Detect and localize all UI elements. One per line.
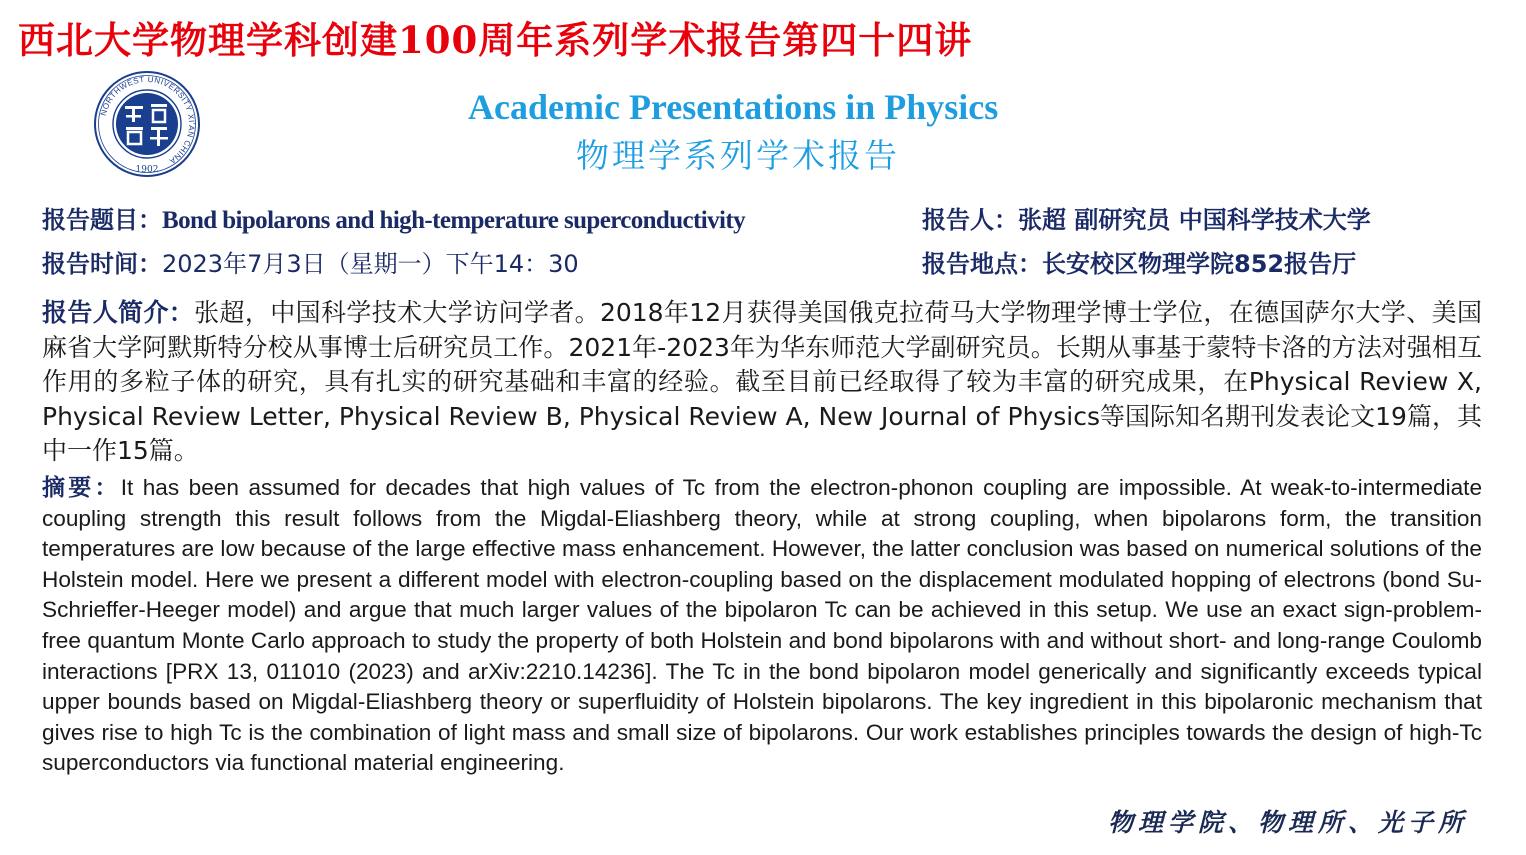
- speaker-label: 报告人：: [922, 206, 1018, 234]
- bio-label: 报告人简介：: [42, 298, 195, 327]
- bio-text: 张超，中国科学技术大学访问学者。2018年12月获得美国俄克拉荷马大学物理学博士学位，在德国萨尔大学、美国麻省大学阿默斯特分校从事博士后研究员工作。2021年-2023年为华东师范大学副研究员。长期从事基于蒙特卡洛的方法对强相互作用的多粒子体的研究，具有扎实的研究基础和丰富的经验。截至目前已经取得了较为丰富的研究成果，在Physical Review X, Physical Review Letter, Physical Review B, Physical Review A, New Journal of Physics等国际知名期刊发表论文19篇，其中一作15篇。: [42, 298, 1482, 465]
- logo-year: 1902: [135, 165, 159, 175]
- talk-title-label: 报告题目：: [42, 206, 162, 234]
- english-title: Academic Presentations in Physics: [468, 87, 999, 127]
- time-row: [42, 244, 579, 279]
- talk-title-value: Bond bipolarons and high-temperature superconductivity: [162, 207, 745, 234]
- organizers-footer: 物理学院、物理所、光子所: [1107, 808, 1468, 837]
- speaker-value: 张超 副研究员 中国科学技术大学: [1018, 206, 1371, 234]
- speaker-bio: [42, 296, 1482, 469]
- speaker-row: [922, 200, 1371, 235]
- chinese-subtitle: 物理学系列学术报告: [576, 136, 900, 175]
- place-row: [922, 244, 1356, 279]
- time-value: 2023年7月3日（星期一）下午14：30: [162, 250, 579, 278]
- logo-ring-text: NORTHWEST UNIVERSITY XI'AN CHINA: [98, 74, 197, 166]
- abstract-text: It has been assumed for decades that high values of Tc from the electron-phonon coupling are impossible. At weak-to-intermediate coupling strength this result follows from the Migdal-Eliashberg theory, while at strong coupling, when bipolarons form, the transition temperatures are low because of the large effective mass enhancement. However, the latter conclusion was based on numerical solutions of the Holstein model. Here we present a different model with electron-coupling based on the displacement modulated hopping of electrons (bond Su-Schrieffer-Heeger model) and argue that much larger values of the bipolaron Tc can be achieved in this setup. We use an exact sign-problem-free quantum Monte Carlo approach to study the property of both Holstein and bond bipolarons with and without short- and long-range Coulomb interactions [PRX 13, 011010 (2023) and arXiv:2210.14236]. The Tc in the bond bipolaron model generically and significantly exceeds typical upper bounds based on Migdal-Eliashberg theory or superfluidity of Holstein bipolarons. The key ingredient in this bipolaronic mechanism that gives rise to high Tc is the combination of light mass and small size of bipolarons. Our work establishes principles towards the design of high-Tc superconductors via functional material engineering.: [42, 475, 1483, 776]
- talk-title-row: [42, 200, 745, 235]
- series-title: 西北大学物理学科创建100周年系列学术报告第四十四讲: [18, 18, 973, 62]
- place-label: 报告地点：: [922, 250, 1042, 278]
- university-logo: [93, 70, 201, 178]
- abstract-label: 摘要：: [42, 475, 121, 501]
- abstract: [42, 473, 1482, 779]
- time-label: 报告时间：: [42, 250, 162, 278]
- place-value: 长安校区物理学院852报告厅: [1042, 250, 1357, 278]
